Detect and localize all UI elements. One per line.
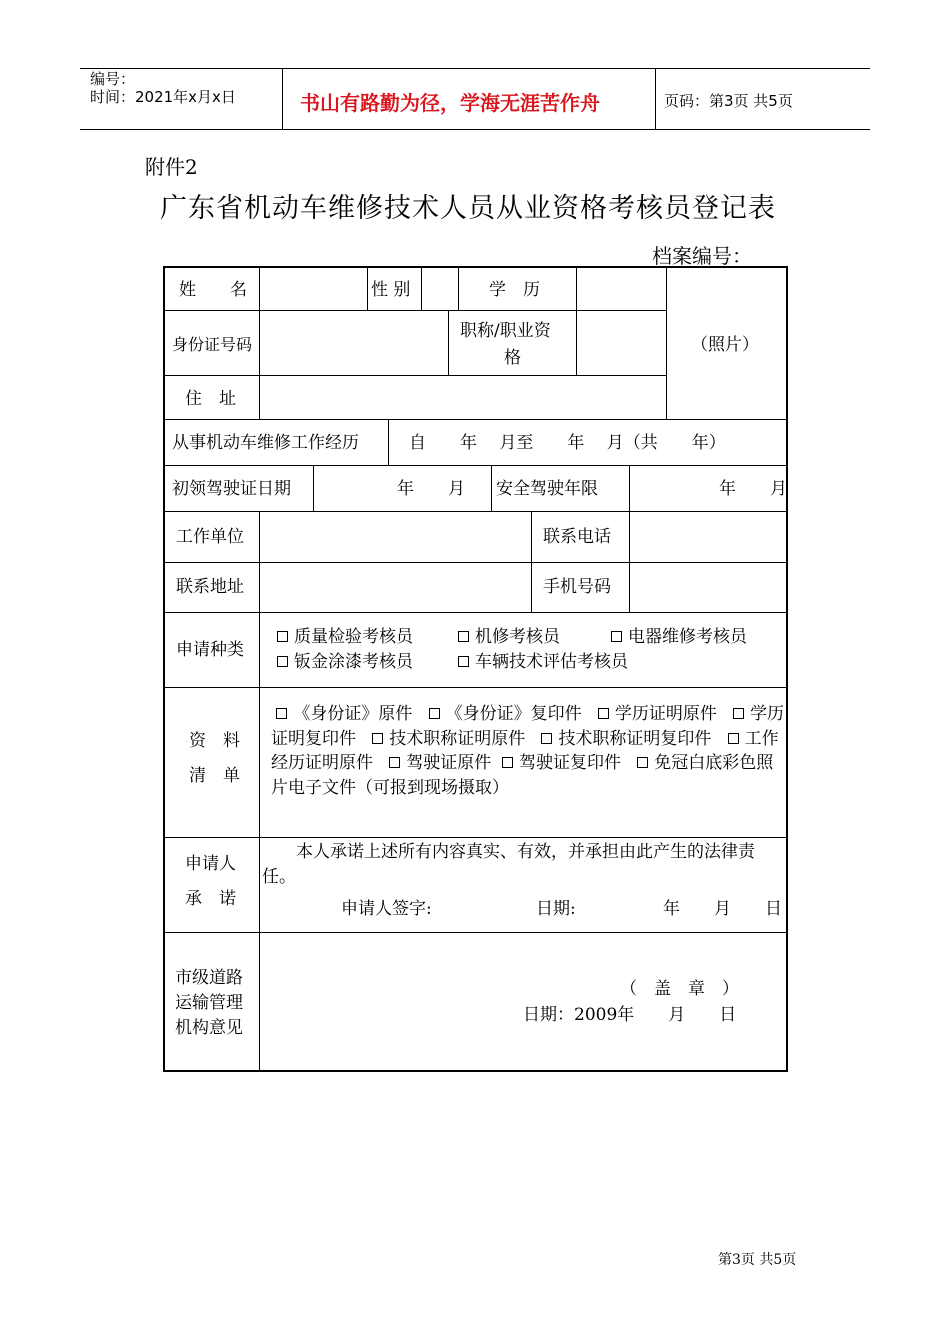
phone-label: 联系电话 bbox=[543, 527, 611, 547]
materials-label-cont: 清 单 bbox=[189, 766, 240, 786]
col-divider bbox=[388, 419, 389, 465]
contact-address-label: 联系地址 bbox=[176, 577, 244, 597]
employer-label: 工作单位 bbox=[176, 527, 244, 547]
col-divider bbox=[313, 465, 314, 511]
page-title: 广东省机动车维修技术人员从业资格考核员登记表 bbox=[160, 193, 776, 224]
col-divider bbox=[367, 268, 368, 310]
row-divider bbox=[165, 310, 666, 311]
education-label: 学 历 bbox=[489, 280, 540, 300]
checkbox-icon bbox=[733, 708, 744, 719]
col-divider bbox=[576, 268, 577, 375]
applicant-signature-label[interactable]: 申请人签字: bbox=[341, 899, 432, 919]
col-divider bbox=[259, 511, 260, 1072]
mobile-label: 手机号码 bbox=[543, 577, 611, 597]
contact-address-field[interactable] bbox=[261, 564, 529, 610]
registration-form bbox=[163, 266, 788, 1072]
header-bottom-rule bbox=[80, 129, 870, 130]
checkbox-icon bbox=[637, 757, 648, 768]
professional-title-label: 职称/职业资 bbox=[460, 321, 551, 341]
col-divider bbox=[666, 268, 667, 419]
page-footer: 第3页 共5页 bbox=[718, 1252, 797, 1268]
license-date-label: 初领驾驶证日期 bbox=[172, 479, 291, 499]
checkbox-icon bbox=[728, 733, 739, 744]
col-divider bbox=[259, 268, 260, 419]
apply-option-bodywork[interactable]: 钣金涂漆考核员 bbox=[277, 651, 413, 673]
address-label: 住 址 bbox=[185, 389, 236, 409]
license-date-value[interactable]: 年 月 bbox=[397, 479, 465, 499]
checkbox-icon bbox=[277, 631, 288, 642]
experience-label: 从事机动车维修工作经历 bbox=[172, 433, 359, 453]
materials-label: 资 料 bbox=[189, 731, 240, 751]
authority-label: 市级道路 bbox=[175, 968, 243, 988]
gender-field[interactable] bbox=[423, 270, 456, 308]
experience-value[interactable]: 自 年 月至 年 月（共 年） bbox=[409, 433, 726, 453]
promise-text: 本人承诺上述所有内容真实、有效，并承担由此产生的法律责任。 bbox=[262, 842, 755, 887]
material-item[interactable]: 技术职称证明复印件 bbox=[558, 728, 712, 749]
authority-label-cont: 机构意见 bbox=[175, 1018, 243, 1038]
row-divider bbox=[165, 375, 666, 376]
promise-label-cont: 承 诺 bbox=[185, 889, 236, 909]
col-divider bbox=[448, 310, 449, 375]
seal-placeholder: （ 盖 章 ） bbox=[620, 979, 739, 999]
header-top-rule bbox=[80, 68, 870, 69]
gender-label: 性 别 bbox=[371, 280, 411, 300]
header-time: 时间：2021年x月x日 bbox=[90, 88, 236, 106]
apply-option-assessment[interactable]: 车辆技术评估考核员 bbox=[458, 651, 628, 673]
material-item[interactable]: 《身份证》原件 bbox=[293, 704, 413, 724]
col-divider bbox=[629, 511, 630, 612]
col-divider bbox=[421, 268, 422, 310]
material-item[interactable]: 《身份证》复印件 bbox=[445, 704, 582, 724]
checkbox-icon bbox=[502, 757, 513, 768]
address-field[interactable] bbox=[261, 377, 664, 417]
id-number-field[interactable] bbox=[261, 312, 446, 373]
apply-option-quality[interactable]: 质量检验考核员 bbox=[277, 626, 413, 648]
professional-title-label-cont: 格 bbox=[504, 348, 521, 368]
materials-list bbox=[271, 702, 785, 800]
safe-driving-years-value[interactable]: 年 月 bbox=[719, 479, 787, 499]
promise-date-value[interactable]: 年 月 日 bbox=[663, 899, 782, 919]
material-item[interactable]: 技术职称证明原件 bbox=[389, 728, 526, 749]
checkbox-icon bbox=[276, 708, 287, 719]
phone-field[interactable] bbox=[631, 513, 784, 560]
col-divider bbox=[458, 268, 459, 310]
photo-placeholder: （照片） bbox=[691, 335, 759, 355]
promise-label: 申请人 bbox=[185, 854, 236, 874]
apply-option-electrical[interactable]: 电器维修考核员 bbox=[611, 626, 747, 648]
authority-date[interactable]: 日期：2009年 月 日 bbox=[523, 1005, 737, 1025]
mobile-field[interactable] bbox=[631, 564, 784, 610]
material-item[interactable]: 驾驶证原件 bbox=[406, 753, 492, 773]
material-item[interactable]: 工作经历证明原件 bbox=[271, 728, 779, 773]
checkbox-icon bbox=[372, 733, 383, 744]
promise-date-label: 日期: bbox=[536, 899, 576, 919]
checkbox-icon bbox=[277, 656, 288, 667]
archive-number-label: 档案编号： bbox=[652, 244, 752, 268]
apply-type-label: 申请种类 bbox=[176, 640, 244, 660]
id-number-label: 身份证号码 bbox=[172, 335, 253, 354]
header-divider bbox=[282, 68, 283, 130]
checkbox-icon bbox=[458, 656, 469, 667]
checkbox-icon bbox=[541, 733, 552, 744]
material-item[interactable]: 驾驶证复印件 bbox=[519, 753, 622, 773]
checkbox-icon bbox=[458, 631, 469, 642]
checkbox-icon bbox=[389, 757, 400, 768]
safe-driving-years-label: 安全驾驶年限 bbox=[496, 479, 598, 499]
row-divider bbox=[165, 465, 786, 466]
name-field[interactable] bbox=[261, 270, 365, 308]
material-item[interactable]: 免冠白底彩色照片电子文件（可报到现场摄取） bbox=[271, 753, 774, 798]
header-motto: 书山有路勤为径，学海无涯苦作舟 bbox=[300, 91, 600, 115]
professional-title-field[interactable] bbox=[578, 312, 664, 373]
col-divider bbox=[491, 465, 492, 511]
header-page-info: 页码：第3页 共5页 bbox=[664, 92, 793, 110]
attachment-label: 附件2 bbox=[145, 155, 198, 179]
col-divider bbox=[629, 465, 630, 511]
material-item[interactable]: 学历证明原件 bbox=[614, 704, 717, 724]
education-field[interactable] bbox=[578, 270, 664, 308]
header-number: 编号： bbox=[90, 70, 136, 88]
apply-option-mechanic[interactable]: 机修考核员 bbox=[458, 626, 560, 648]
employer-field[interactable] bbox=[261, 513, 529, 560]
checkbox-icon bbox=[429, 708, 440, 719]
checkbox-icon bbox=[611, 631, 622, 642]
header-divider bbox=[655, 68, 656, 130]
material-item[interactable]: 学历证明复印件 bbox=[271, 704, 785, 749]
name-label: 姓 名 bbox=[179, 280, 247, 300]
authority-label-cont: 运输管理 bbox=[175, 993, 243, 1013]
checkbox-icon bbox=[598, 708, 609, 719]
col-divider bbox=[531, 511, 532, 612]
row-divider bbox=[165, 419, 786, 420]
